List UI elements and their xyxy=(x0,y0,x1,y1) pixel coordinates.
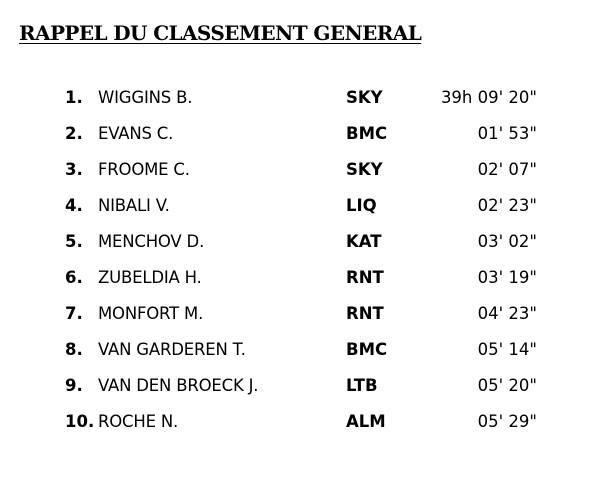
team-code: RNT xyxy=(346,268,384,287)
list-item xyxy=(0,154,600,190)
team-code: LIQ xyxy=(346,196,377,215)
list-item xyxy=(0,82,600,118)
rider-name: MENCHOV D. xyxy=(98,232,205,251)
list-item xyxy=(0,262,600,298)
team-code: ALM xyxy=(346,412,386,431)
time-gap: 05' 14" xyxy=(477,340,537,359)
page-title: RAPPEL DU CLASSEMENT GENERAL xyxy=(19,21,422,45)
time-gap: 05' 29" xyxy=(477,412,537,431)
rider-name: ROCHE N. xyxy=(98,412,179,431)
time-gap: 39h 09' 20" xyxy=(440,88,537,107)
rank: 8. xyxy=(65,340,83,359)
rank: 10. xyxy=(65,412,95,431)
rider-name: MONFORT M. xyxy=(98,304,204,323)
rank: 4. xyxy=(65,196,83,215)
rider-name: ZUBELDIA H. xyxy=(98,268,202,287)
time-gap: 02' 07" xyxy=(477,160,537,179)
rider-name: FROOME C. xyxy=(98,160,190,179)
rank: 2. xyxy=(65,124,83,143)
list-item xyxy=(0,118,600,154)
team-code: SKY xyxy=(346,88,383,107)
list-item xyxy=(0,334,600,370)
rank: 7. xyxy=(65,304,83,323)
time-gap: 03' 02" xyxy=(477,232,537,251)
time-gap: 03' 19" xyxy=(477,268,537,287)
list-item xyxy=(0,226,600,262)
rank: 9. xyxy=(65,376,83,395)
rider-name: VAN GARDEREN T. xyxy=(98,340,246,359)
team-code: LTB xyxy=(346,376,378,395)
time-gap: 05' 20" xyxy=(477,376,537,395)
rank: 5. xyxy=(65,232,83,251)
list-item xyxy=(0,190,600,226)
rider-name: EVANS C. xyxy=(98,124,174,143)
list-item xyxy=(0,370,600,406)
time-gap: 04' 23" xyxy=(477,304,537,323)
list-item xyxy=(0,298,600,334)
time-gap: 02' 23" xyxy=(477,196,537,215)
team-code: BMC xyxy=(346,340,388,359)
team-code: BMC xyxy=(346,124,388,143)
rank: 6. xyxy=(65,268,83,287)
standings-list xyxy=(0,82,600,442)
team-code: KAT xyxy=(346,232,382,251)
rank: 1. xyxy=(65,88,83,107)
rank: 3. xyxy=(65,160,83,179)
rider-name: NIBALI V. xyxy=(98,196,170,215)
rider-name: WIGGINS B. xyxy=(98,88,193,107)
list-item xyxy=(0,406,600,442)
rider-name: VAN DEN BROECK J. xyxy=(98,376,259,395)
team-code: RNT xyxy=(346,304,384,323)
time-gap: 01' 53" xyxy=(477,124,537,143)
team-code: SKY xyxy=(346,160,383,179)
